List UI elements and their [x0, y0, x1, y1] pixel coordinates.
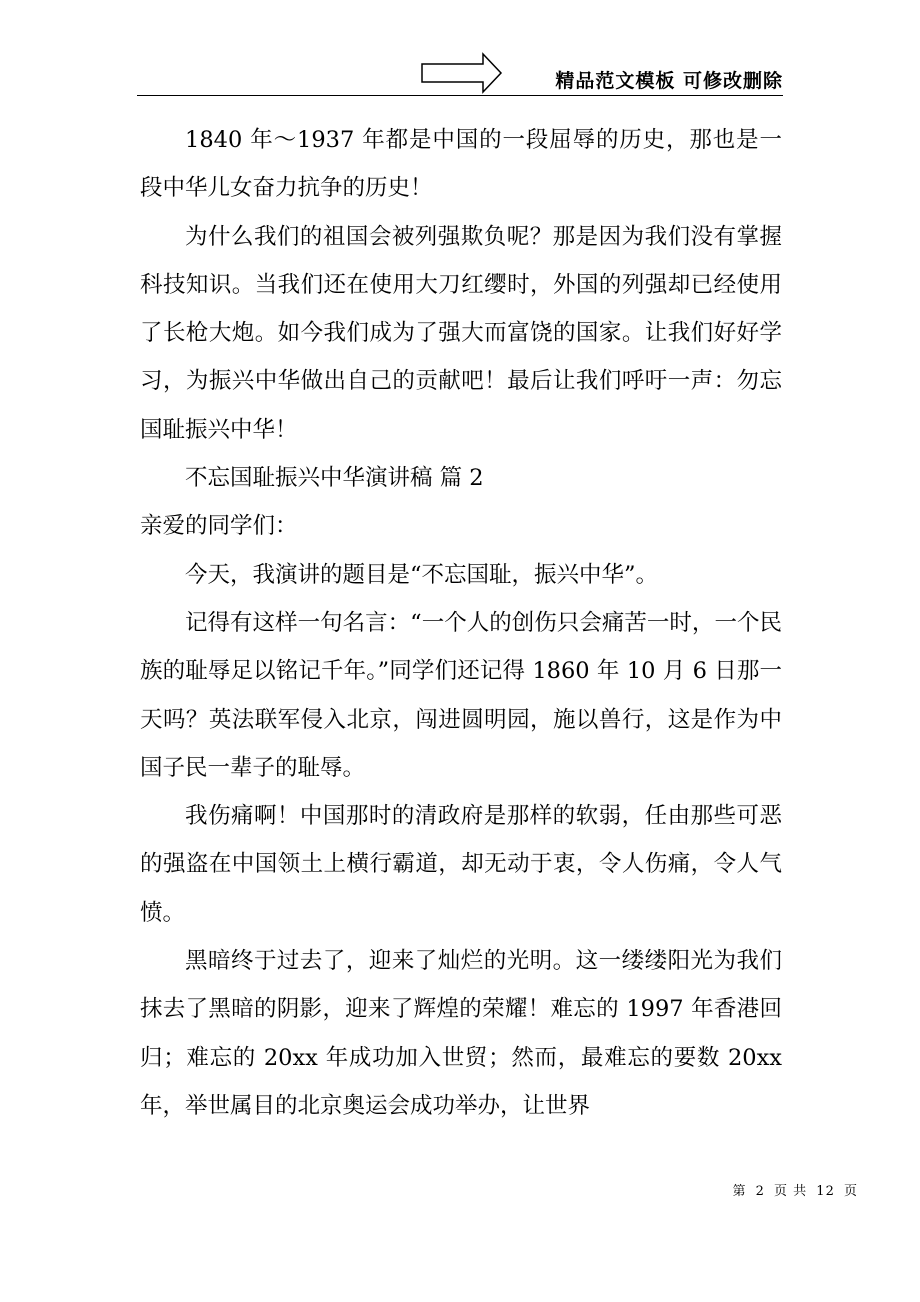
page-header — [137, 52, 783, 98]
header-title: 精品范文模板 可修改删除 — [555, 70, 783, 92]
page-number-suffix: 页 — [843, 1184, 858, 1199]
paragraph: 黑暗终于过去了，迎来了灿烂的光明。这一缕缕阳光为我们抹去了黑暗的阴影，迎来了辉煌的荣耀！难忘的 1997 年香港回归；难忘的 20xx 年成功加入世贸；然而，最难忘的要数 20xx 年，举世属目的北京奥运会成功举办，让世界 — [140, 948, 782, 1119]
header-divider — [137, 95, 783, 96]
paragraph: 记得有这样一句名言：“一个人的创伤只会痛苦一时，一个民族的耻辱足以铭记千年。”同学们还记得 1860 年 10 月 6 日那一天吗？英法联军侵入北京，闯进圆明园，施以兽行，这是作为中国子民一辈子的耻辱。 — [140, 609, 782, 781]
paragraph: 今天，我演讲的题目是“不忘国耻，振兴中华”。 — [185, 561, 659, 588]
page-number-middle: 页 共 — [774, 1184, 808, 1199]
document-body — [140, 116, 782, 1130]
page-number-prefix: 第 — [732, 1184, 747, 1199]
section-heading: 不忘国耻振兴中华演讲稿 篇 2 — [185, 465, 484, 492]
right-arrow-icon — [421, 52, 503, 94]
page-number — [730, 1180, 860, 1199]
paragraph: 1840 年～1937 年都是中国的一段屈辱的历史，那也是一段中华儿女奋力抗争的历史！ — [140, 127, 782, 202]
salutation: 亲爱的同学们： — [140, 513, 298, 540]
current-page: 2 — [755, 1184, 765, 1199]
paragraph: 为什么我们的祖国会被列强欺负呢？那是因为我们没有掌握科技知识。当我们还在使用大刀红缨时，外国的列强却已经使用了长枪大炮。如今我们成为了强大而富饶的国家。让我们好好学习，为振兴中华做出自己的贡献吧！最后让我们呼吁一声：勿忘国耻振兴中华！ — [140, 223, 782, 443]
paragraph: 我伤痛啊！中国那时的清政府是那样的软弱，任由那些可恶的强盗在中国领土上横行霸道，却无动于衷，令人伤痛，令人气愤。 — [140, 803, 782, 926]
total-pages: 12 — [816, 1184, 835, 1199]
